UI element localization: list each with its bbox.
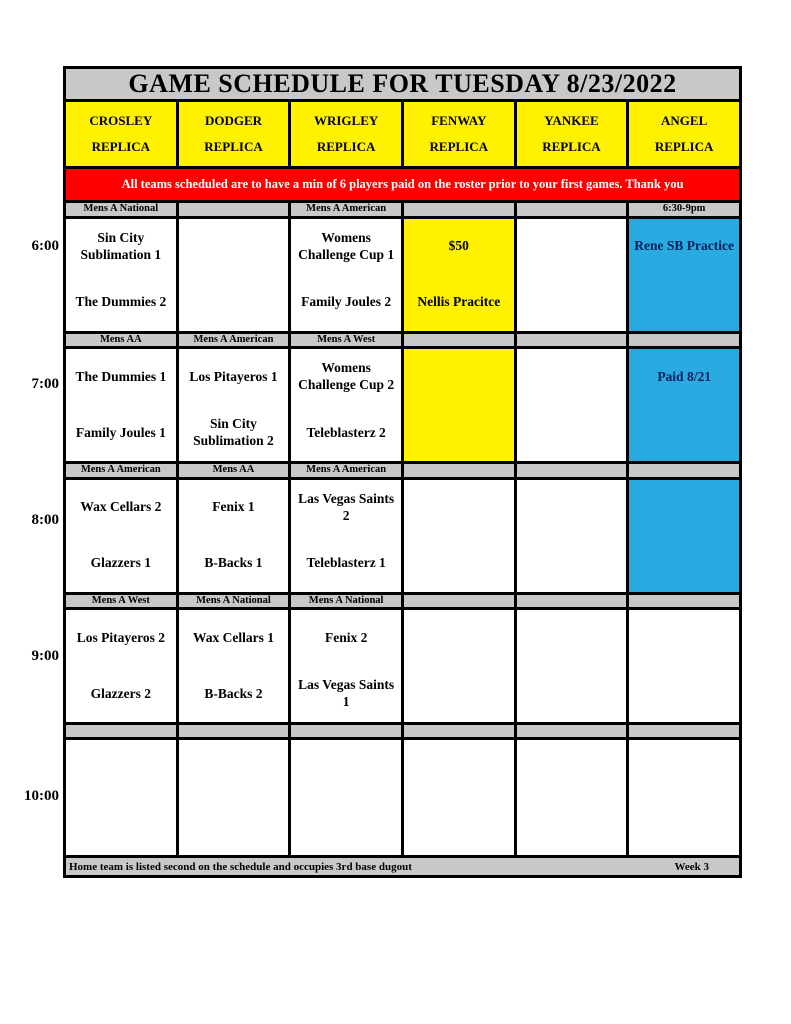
home-team: Family Joules 2 bbox=[301, 294, 392, 310]
division-label bbox=[628, 463, 741, 479]
field-subname: REPLICA bbox=[204, 139, 263, 155]
division-label bbox=[177, 202, 290, 218]
away-team bbox=[629, 740, 739, 798]
field-subname: REPLICA bbox=[542, 139, 601, 155]
home-team bbox=[517, 798, 627, 856]
note-bottom bbox=[404, 405, 514, 461]
home-team bbox=[404, 536, 514, 592]
field-name: DODGER bbox=[204, 112, 263, 128]
game-cell bbox=[290, 478, 403, 593]
home-team bbox=[179, 275, 289, 331]
notice-banner: All teams scheduled are to have a min of 6 players paid on the roster prior to your first games. Thank you bbox=[65, 168, 741, 202]
game-cell bbox=[402, 609, 515, 724]
away-team bbox=[517, 480, 627, 536]
field-subname: REPLICA bbox=[654, 139, 714, 155]
division-label: Mens A American bbox=[290, 202, 403, 218]
away-team: Wax Cellars 1 bbox=[192, 629, 274, 645]
game-cell bbox=[65, 217, 178, 332]
field-subname: REPLICA bbox=[429, 139, 489, 155]
division-label bbox=[402, 463, 515, 479]
division-label bbox=[290, 724, 403, 739]
away-team bbox=[291, 740, 401, 798]
game-cell bbox=[628, 609, 741, 724]
field-name: ANGEL bbox=[661, 112, 708, 128]
field-name: FENWAY bbox=[431, 112, 487, 128]
division-label bbox=[402, 724, 515, 739]
division-label: 6:30-9pm bbox=[628, 202, 741, 218]
away-team: Wax Cellars 2 bbox=[80, 499, 162, 515]
away-team: Los Pitayeros 1 bbox=[189, 368, 278, 384]
game-row-600 bbox=[65, 217, 741, 332]
game-cell-practice bbox=[628, 217, 741, 332]
game-cell bbox=[402, 739, 515, 857]
division-label: Mens A West bbox=[65, 593, 178, 609]
away-team bbox=[517, 219, 627, 275]
note-top: $50 bbox=[448, 238, 469, 254]
footer-bar bbox=[65, 857, 741, 877]
game-cell bbox=[177, 609, 290, 724]
division-label bbox=[515, 593, 628, 609]
field-subname: REPLICA bbox=[316, 139, 376, 155]
note-top bbox=[629, 480, 739, 536]
home-team bbox=[629, 666, 739, 722]
home-team bbox=[517, 666, 627, 722]
away-team bbox=[404, 610, 514, 666]
game-cell bbox=[515, 609, 628, 724]
away-team bbox=[517, 740, 627, 798]
division-label: Mens AA bbox=[65, 332, 178, 348]
away-team bbox=[179, 740, 289, 798]
away-team bbox=[66, 740, 176, 798]
division-label: Mens A American bbox=[65, 463, 178, 479]
home-team: B-Backs 1 bbox=[204, 555, 263, 571]
home-team bbox=[517, 275, 627, 331]
home-team: Sin City Sublimation 2 bbox=[193, 416, 274, 448]
division-label: Mens A National bbox=[65, 202, 178, 218]
game-cell bbox=[402, 478, 515, 593]
game-row-700 bbox=[65, 348, 741, 463]
division-label bbox=[515, 463, 628, 479]
division-label: Mens A West bbox=[290, 332, 403, 348]
home-team: Las Vegas Saints 1 bbox=[298, 677, 395, 709]
game-cell bbox=[65, 348, 178, 463]
home-team bbox=[629, 798, 739, 856]
home-team bbox=[291, 798, 401, 856]
game-cell bbox=[515, 348, 628, 463]
game-cell-practice bbox=[628, 348, 741, 463]
home-team bbox=[179, 798, 289, 856]
game-cell bbox=[177, 478, 290, 593]
division-label: Mens AA bbox=[177, 463, 290, 479]
home-team bbox=[404, 666, 514, 722]
time-label: 9:00 bbox=[31, 648, 59, 664]
home-team: Teleblasterz 1 bbox=[306, 555, 386, 571]
away-team: Sin City Sublimation 1 bbox=[80, 229, 162, 262]
note-top: Paid 8/21 bbox=[657, 368, 711, 384]
field-subname: REPLICA bbox=[91, 139, 151, 155]
game-cell bbox=[290, 348, 403, 463]
note-bottom bbox=[629, 536, 739, 592]
home-team: Teleblasterz 2 bbox=[306, 424, 386, 440]
game-cell bbox=[65, 478, 178, 593]
division-label: Mens A American bbox=[177, 332, 290, 348]
game-row-900 bbox=[65, 609, 741, 724]
game-cell bbox=[628, 739, 741, 857]
time-label: 7:00 bbox=[31, 376, 59, 392]
time-label: 8:00 bbox=[31, 512, 59, 528]
away-team bbox=[517, 349, 627, 405]
game-cell bbox=[177, 348, 290, 463]
home-team: Glazzers 2 bbox=[90, 685, 151, 701]
note-top bbox=[404, 349, 514, 405]
home-team bbox=[517, 405, 627, 461]
home-team: Family Joules 1 bbox=[75, 424, 166, 440]
field-header-dodger bbox=[177, 101, 290, 168]
home-team bbox=[66, 798, 176, 856]
division-label bbox=[402, 593, 515, 609]
game-cell bbox=[177, 739, 290, 857]
note-bottom bbox=[629, 405, 739, 461]
division-row-800 bbox=[65, 463, 741, 479]
division-row-900 bbox=[65, 593, 741, 609]
field-name: YANKEE bbox=[544, 112, 599, 128]
footer-note: Home team is listed second on the schedule and occupies 3rd base dugout bbox=[69, 860, 412, 873]
game-row-1000 bbox=[65, 739, 741, 857]
field-header-crosley bbox=[65, 101, 178, 168]
time-label: 10:00 bbox=[24, 788, 59, 804]
away-team: Womens Challenge Cup 2 bbox=[298, 360, 395, 392]
schedule-table bbox=[63, 66, 742, 878]
game-row-800 bbox=[65, 478, 741, 593]
field-name: WRIGLEY bbox=[313, 112, 379, 128]
home-team bbox=[404, 798, 514, 856]
field-name: CROSLEY bbox=[89, 112, 153, 128]
home-team: B-Backs 2 bbox=[204, 685, 263, 701]
division-row-600 bbox=[65, 202, 741, 218]
division-label bbox=[177, 724, 290, 739]
division-label: Mens A American bbox=[290, 463, 403, 479]
away-team: Los Pitayeros 2 bbox=[76, 629, 165, 645]
game-cell bbox=[290, 217, 403, 332]
division-row-700 bbox=[65, 332, 741, 348]
game-cell bbox=[290, 739, 403, 857]
game-cell-practice bbox=[628, 478, 741, 593]
away-team: Las Vegas Saints 2 bbox=[298, 490, 395, 523]
field-header-wrigley bbox=[290, 101, 403, 168]
division-label bbox=[628, 332, 741, 348]
field-header-fenway bbox=[402, 101, 515, 168]
game-cell-highlight bbox=[402, 217, 515, 332]
game-cell-highlight bbox=[402, 348, 515, 463]
division-label bbox=[402, 202, 515, 218]
away-team: Womens Challenge Cup 1 bbox=[298, 229, 395, 262]
division-label: Mens A National bbox=[177, 593, 290, 609]
game-cell bbox=[65, 609, 178, 724]
division-label bbox=[628, 724, 741, 739]
page-title: GAME SCHEDULE FOR TUESDAY 8/23/2022 bbox=[65, 68, 741, 101]
week-label: Week 3 bbox=[674, 860, 709, 873]
division-row-1000 bbox=[65, 724, 741, 739]
division-label bbox=[65, 724, 178, 739]
note-bottom bbox=[629, 275, 739, 331]
division-label: Mens A National bbox=[290, 593, 403, 609]
division-label bbox=[402, 332, 515, 348]
game-cell bbox=[515, 739, 628, 857]
field-header-row bbox=[65, 101, 741, 168]
game-cell bbox=[290, 609, 403, 724]
division-label bbox=[515, 724, 628, 739]
note-top: Rene SB Practice bbox=[634, 238, 734, 254]
division-label bbox=[515, 332, 628, 348]
away-team bbox=[179, 219, 289, 275]
away-team bbox=[629, 610, 739, 666]
game-cell bbox=[515, 478, 628, 593]
away-team: The Dummies 1 bbox=[75, 368, 167, 384]
note-bottom: Nellis Pracitce bbox=[417, 294, 501, 310]
game-cell bbox=[515, 217, 628, 332]
game-cell bbox=[65, 739, 178, 857]
field-header-angel bbox=[628, 101, 741, 168]
home-team bbox=[517, 536, 627, 592]
away-team bbox=[404, 740, 514, 798]
game-cell bbox=[177, 217, 290, 332]
field-header-yankee bbox=[515, 101, 628, 168]
home-team: Glazzers 1 bbox=[90, 555, 151, 571]
time-label: 6:00 bbox=[31, 238, 59, 254]
away-team bbox=[404, 480, 514, 536]
away-team: Fenix 2 bbox=[324, 629, 368, 645]
away-team bbox=[517, 610, 627, 666]
home-team: The Dummies 2 bbox=[75, 294, 167, 310]
division-label bbox=[628, 593, 741, 609]
division-label bbox=[515, 202, 628, 218]
away-team: Fenix 1 bbox=[212, 499, 255, 515]
